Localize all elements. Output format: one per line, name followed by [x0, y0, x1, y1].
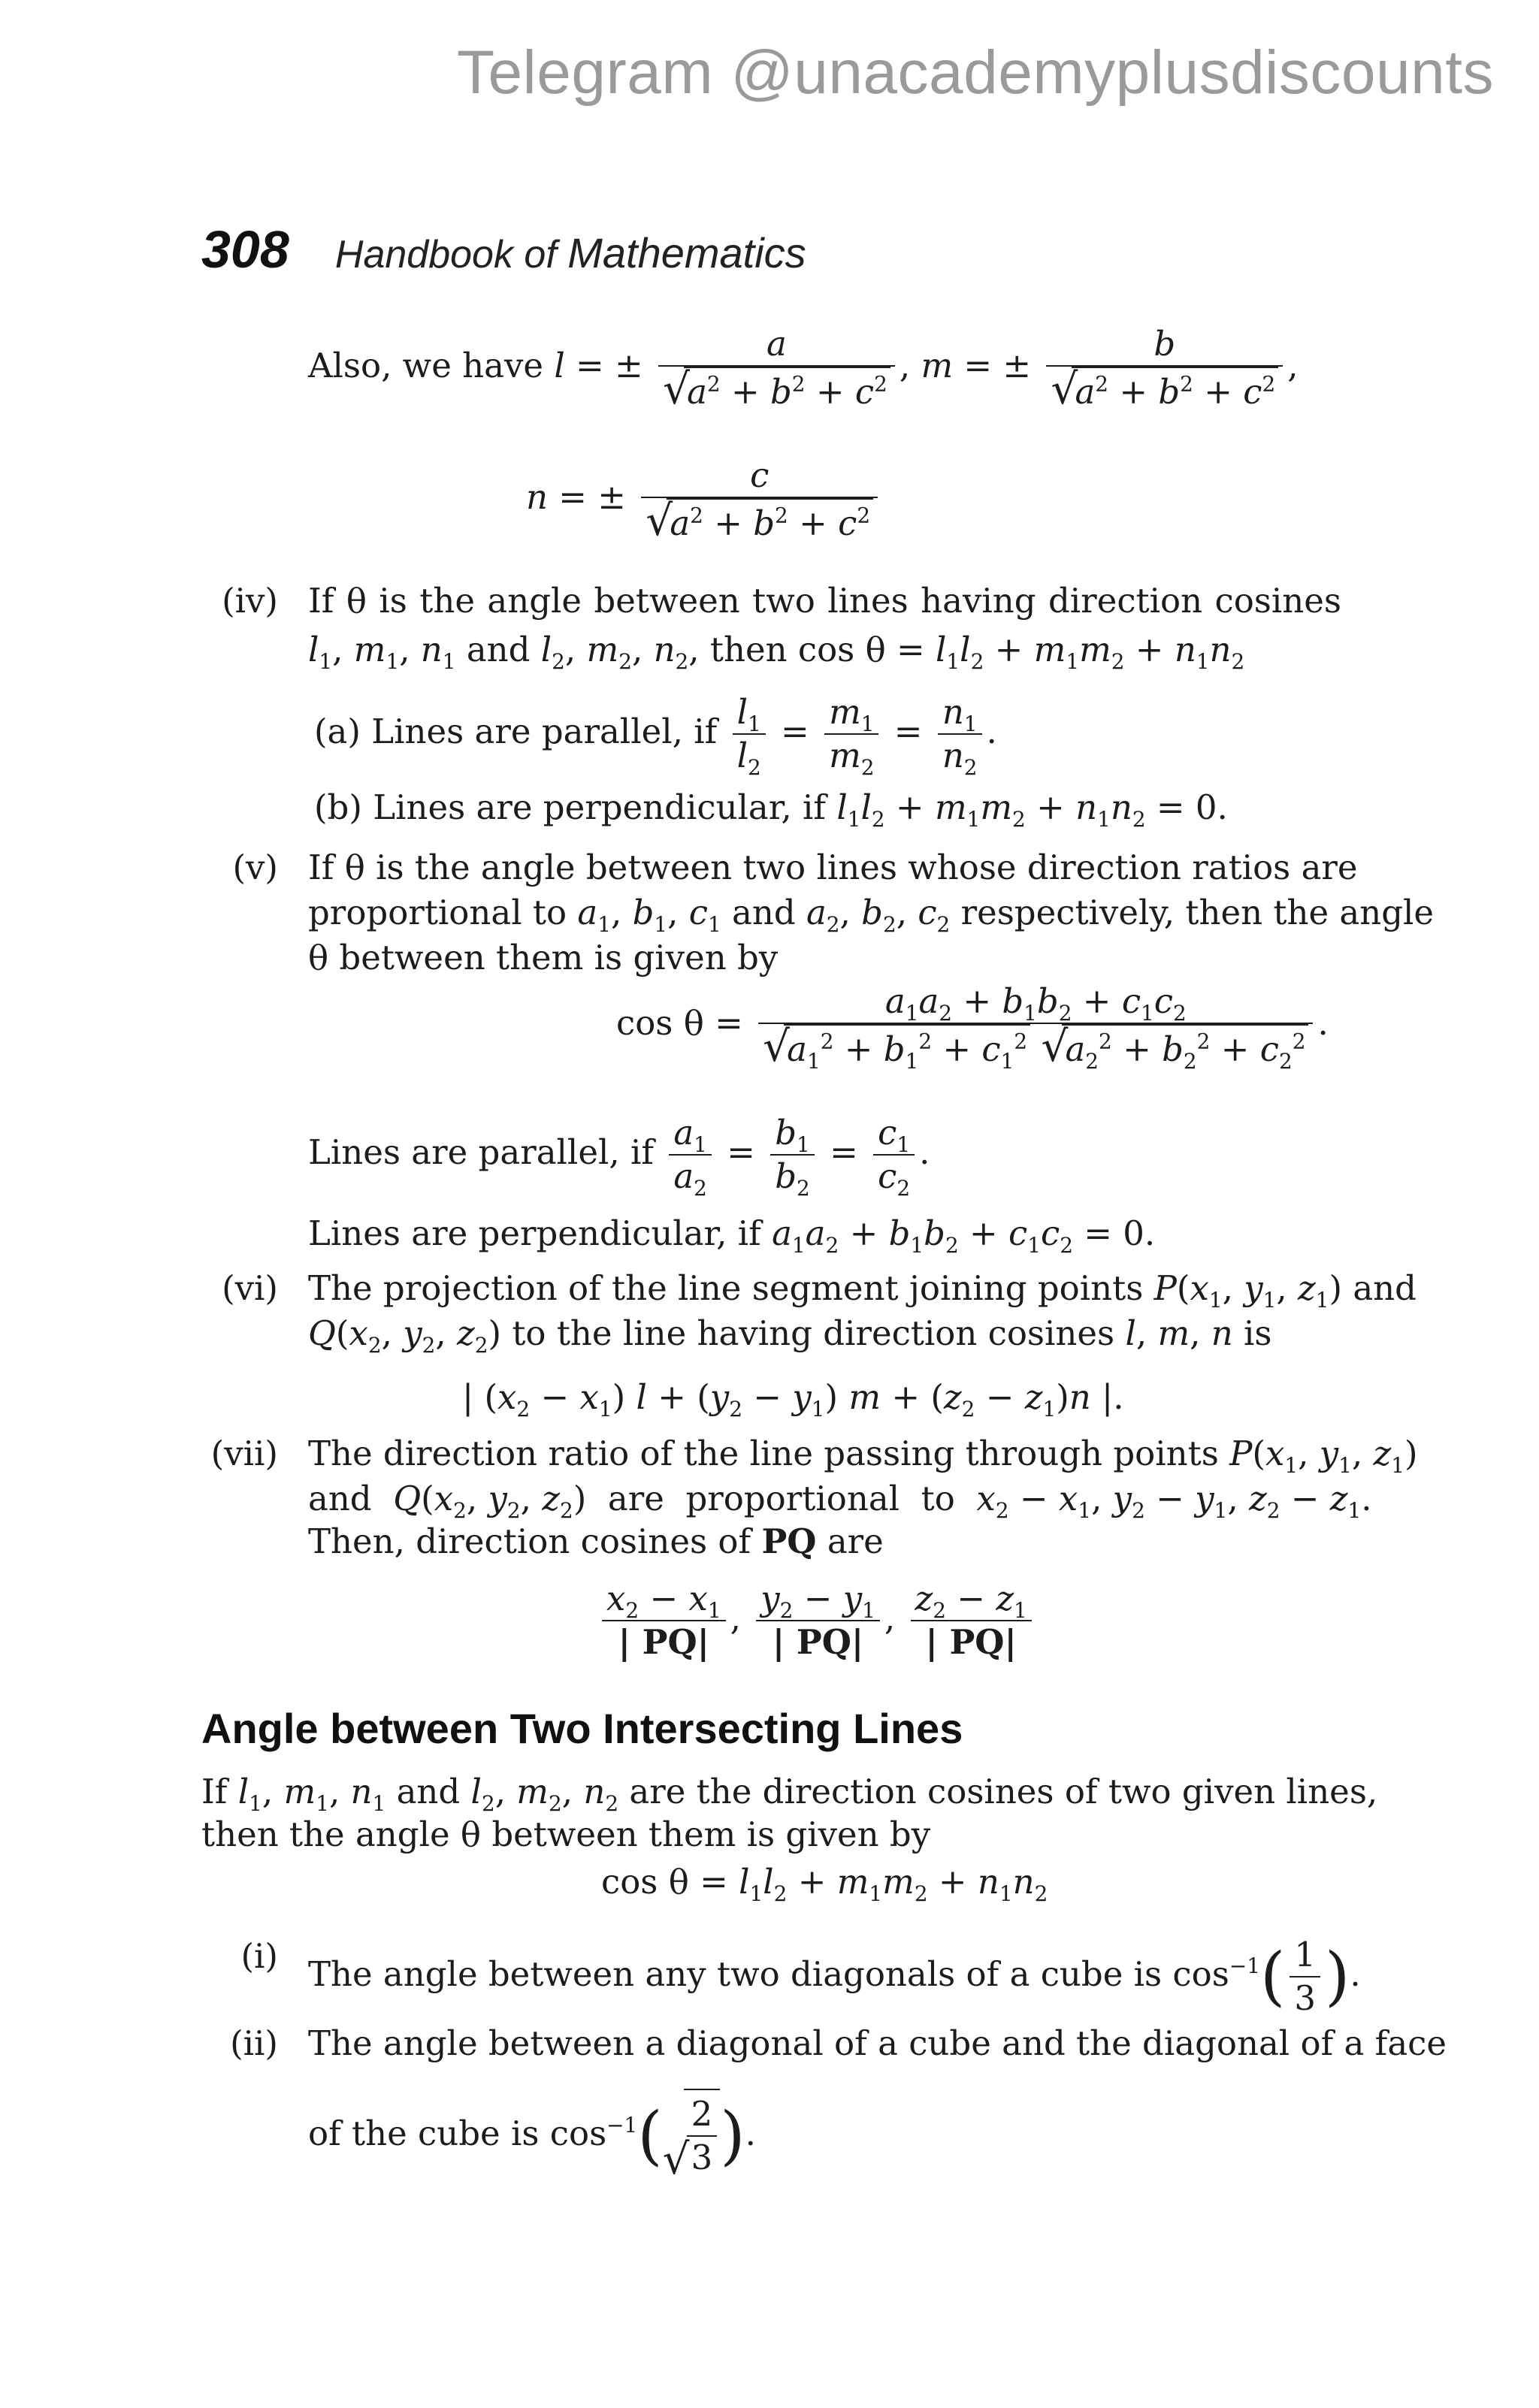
item-vi-text: The projection of the line segment joining points $P(x_1$, $y_1$, $z_1$) and — [308, 1268, 1417, 1313]
section-item-ii-2: of the cube is $\cos^{-1}$( √ $\frac{2}{3}$ ). — [308, 2089, 756, 2180]
item-iv-a: (a) Lines are parallel, if $\frac{l_1}{l_2}$ = $\frac{m_1}{m_2}$ = $\frac{n_1}{n_2}$ . — [314, 692, 997, 780]
item-vii-text-3: Then, direction cosines of PQ are — [308, 1521, 884, 1561]
item-v-cos-formula: cos θ = $a_1a_2 + b_1b_2 + c_1c_2$ √ $a_1^2 + b_1^2 + c_1^2$ √ $a_2^2 + b_2^2 + c_2^2$ . — [616, 980, 1329, 1071]
item-v-text-3: θ between them is given by — [308, 938, 779, 977]
item-v-perp: Lines are perpendicular, if $a_1a_2 + b_1b_2 + c_1c_2 = 0$. — [308, 1213, 1156, 1258]
item-iv-b: (b) Lines are perpendicular, if $l_1l_2 + m_1m_2 + n_1n_2 = 0$. — [314, 787, 1228, 832]
direction-cosine-n: n = ± c √ $a^2 + b^2 + c^2$ — [526, 455, 882, 545]
item-vii-text-2: and $Q(x_2$, $y_2$, $z_2$) are proportional to $x_2 - x_1$, $y_2 - y_1$, $z_2 - z_1$. — [308, 1479, 1372, 1523]
item-iv-text: If θ is the angle between two lines having direction cosines — [308, 581, 1341, 621]
section-label-i: (i) — [240, 1936, 278, 1976]
item-label-iv: (iv) — [222, 581, 278, 621]
section-cos-formula: $\cos \theta = l_1l_2 + m_1m_2 + n_1n_2$ — [601, 1862, 1048, 1906]
item-vi-text-2: $Q(x_2$, $y_2$, $z_2$) to the line having direction cosines l, m, n is — [308, 1313, 1272, 1358]
item-vii-text: The direction ratio of the line passing through points $P(x_1$, $y_1$, $z_1$) — [308, 1434, 1418, 1478]
section-para-1: If $l_1$, $m_1$, $n_1$ and $l_2$, $m_2$, $n_2$ are the direction cosines of two given lines, — [201, 1772, 1378, 1816]
section-heading: Angle between Two Intersecting Lines — [201, 1705, 963, 1752]
section-para-2: then the angle θ between them is given by — [201, 1814, 931, 1854]
item-label-vii: (vii) — [210, 1434, 278, 1473]
item-label-vi: (vi) — [222, 1268, 278, 1308]
section-label-ii: (ii) — [230, 2023, 278, 2063]
page-header — [201, 219, 806, 279]
page-number: 308 — [201, 220, 289, 279]
item-v-text-2: proportional to $a_1$, $b_1$, $c_1$ and $a_2$, $b_2$, $c_2$ respectively, then the angle — [308, 893, 1435, 937]
item-vii-direction-cosines: $\frac{x_2 - x_1}{| PQ|}$ , $\frac{y_2 - y_1}{| PQ|}$ , $\frac{z_2 - z_1}{| PQ|}$ — [597, 1578, 1036, 1664]
item-iv-formula: $l_1$, $m_1$, $n_1$ and $l_2$, $m_2$, $n_2$, then $\cos \theta = l_1l_2 + m_1m_2 + n_1n_2$ — [308, 630, 1245, 674]
watermark: Telegram @unacademyplusdiscounts — [456, 38, 1494, 107]
book-title: Handbook of Mathematics — [334, 229, 806, 276]
item-label-v: (v) — [232, 847, 278, 887]
section-item-ii: The angle between a diagonal of a cube and the diagonal of a face — [308, 2023, 1447, 2063]
direction-cosines-lm: Also, we have l = ± a √ $a^2 + b^2 + c^2$ , m = ± b √ $a^2 + b^2 + c^2$ , — [308, 323, 1299, 414]
item-v-parallel: Lines are parallel, if $\frac{a_1}{a_2}$ = $\frac{b_1}{b_2}$ = $\frac{c_1}{c_2}$ . — [308, 1113, 930, 1201]
item-vi-projection: | $(x_2 - x_1) l + (y_2 - y_1) m + (z_2 - z_1)n$ |. — [462, 1377, 1124, 1422]
item-v-text: If θ is the angle between two lines whose direction ratios are — [308, 847, 1358, 887]
section-item-i: The angle between any two diagonals of a cube is $\cos^{-1}$( $\frac{1}{3}$ ). — [308, 1935, 1361, 2019]
